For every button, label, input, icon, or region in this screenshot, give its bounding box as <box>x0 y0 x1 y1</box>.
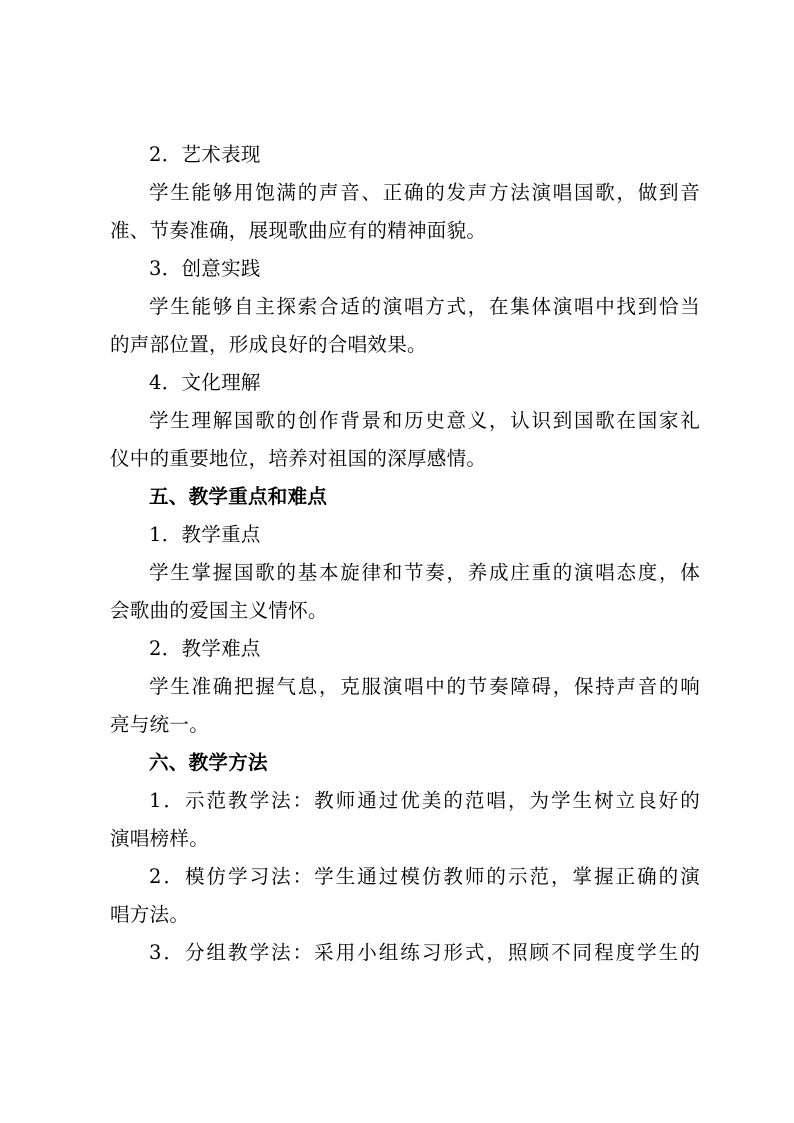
paragraph-line: 学生能够用饱满的声音、正确的发声方法演唱国歌，做到音 <box>149 181 700 204</box>
paragraph-line: 学生掌握国歌的基本旋律和节奏，养成庄重的演唱态度，体 <box>149 561 700 584</box>
paragraph-line: 的声部位置，形成良好的合唱效果。 <box>110 333 427 356</box>
paragraph-line: 演唱榜样。 <box>110 827 210 850</box>
subheading-teaching-focus: 1．教学重点 <box>149 523 261 546</box>
subheading-artistic-expression: 2．艺术表现 <box>149 143 261 166</box>
paragraph-line: 学生准确把握气息，克服演唱中的节奏障碍，保持声音的响 <box>149 675 700 698</box>
paragraph-line: 亮与统一。 <box>110 713 210 736</box>
subheading-teaching-difficulty: 2．教学难点 <box>149 637 261 660</box>
paragraph-line: 会歌曲的爱国主义情怀。 <box>110 599 328 622</box>
paragraph-line: 学生理解国歌的创作背景和历史意义，认识到国歌在国家礼 <box>149 409 700 432</box>
section-heading-key-points: 五、教学重点和难点 <box>149 485 328 508</box>
subheading-creative-practice: 3．创意实践 <box>149 257 261 280</box>
paragraph-line: 准、节奏准确，展现歌曲应有的精神面貌。 <box>110 219 487 242</box>
paragraph-line: 学生能够自主探索合适的演唱方式，在集体演唱中找到恰当 <box>149 295 700 318</box>
paragraph-line: 仪中的重要地位，培养对祖国的深厚感情。 <box>110 447 487 470</box>
paragraph-line: 1．示范教学法：教师通过优美的范唱，为学生树立良好的 <box>149 789 700 812</box>
paragraph-line: 3．分组教学法：采用小组练习形式，照顾不同程度学生的 <box>149 941 700 964</box>
paragraph-line: 2．模仿学习法：学生通过模仿教师的示范，掌握正确的演 <box>149 865 700 888</box>
paragraph-line: 唱方法。 <box>110 903 190 926</box>
section-heading-teaching-methods: 六、教学方法 <box>149 751 268 774</box>
subheading-cultural-understanding: 4．文化理解 <box>149 371 261 394</box>
document-page <box>110 136 700 972</box>
